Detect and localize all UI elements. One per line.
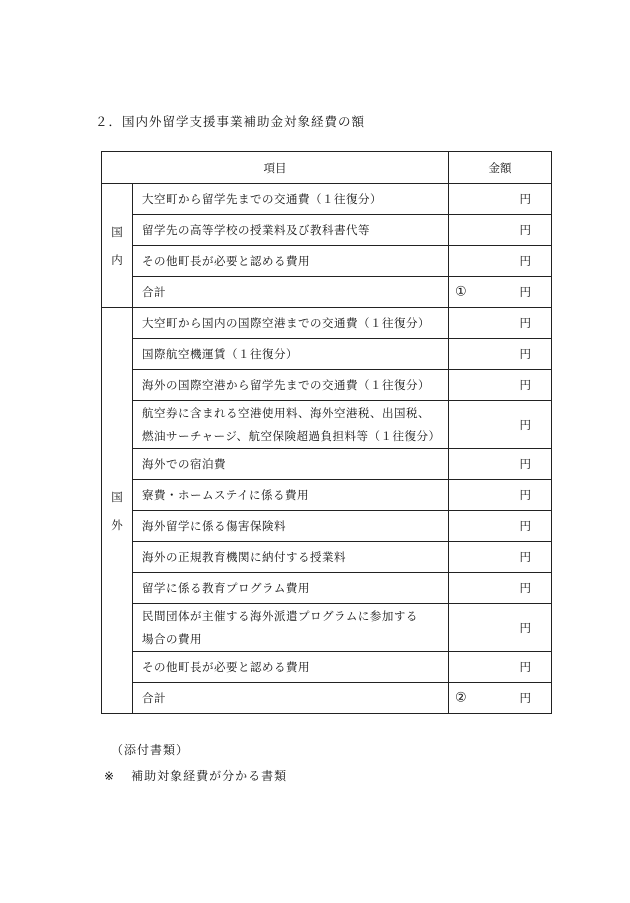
yen-unit: 円 [519, 316, 531, 330]
item-label [133, 401, 449, 449]
amount-cell [449, 480, 552, 511]
amount-cell [449, 573, 552, 604]
yen-unit: 円 [519, 192, 531, 206]
yen-unit: 円 [519, 417, 531, 432]
total-row-domestic [102, 277, 552, 308]
yen-unit: 円 [519, 223, 531, 237]
table-row [102, 652, 552, 683]
item-label: 留学に係る教育プログラム費用 [133, 573, 449, 604]
yen-unit: 円 [519, 660, 531, 674]
amount-cell [449, 542, 552, 573]
yen-unit: 円 [519, 550, 531, 564]
table-header-row [102, 152, 552, 184]
yen-unit: 円 [519, 457, 531, 471]
item-label: その他町長が必要と認める費用 [133, 246, 449, 277]
amount-cell [449, 339, 552, 370]
amount-cell [449, 370, 552, 401]
amount-cell [449, 652, 552, 683]
item-label: 大空町から留学先までの交通費（１往復分） [133, 184, 449, 215]
yen-unit: 円 [519, 254, 531, 268]
attachments-label: （添付書類） [111, 743, 190, 757]
item-label [133, 604, 449, 652]
header-item: 項目 [102, 152, 449, 184]
amount-cell [449, 604, 552, 652]
table-row [102, 215, 552, 246]
group-label-char: 内 [111, 252, 123, 267]
table-row [102, 339, 552, 370]
table-row [102, 511, 552, 542]
group-overseas [102, 308, 133, 714]
amount-cell [449, 401, 552, 449]
item-label: 国際航空機運賃（１往復分） [133, 339, 449, 370]
item-label: 大空町から国内の国際空港までの交通費（１往復分） [133, 308, 449, 339]
section-heading: ２．国内外留学支援事業補助金対象経費の額 [95, 114, 366, 129]
group-domestic [102, 184, 133, 308]
note-text: 補助対象経費が分かる書類 [131, 769, 288, 783]
item-label-line: 場合の費用 [142, 631, 202, 646]
yen-unit: 円 [519, 519, 531, 533]
item-label: 海外留学に係る傷害保険料 [133, 511, 449, 542]
item-label: 留学先の高等学校の授業料及び教科書代等 [133, 215, 449, 246]
amount-cell [449, 184, 552, 215]
total-label: 合計 [133, 683, 449, 714]
attachment-note [104, 767, 287, 784]
group-label-char: 国 [111, 489, 123, 504]
note-mark: ※ [104, 769, 116, 783]
table-row [102, 308, 552, 339]
table-row [102, 184, 552, 215]
item-label: 海外の国際空港から留学先までの交通費（１往復分） [133, 370, 449, 401]
amount-cell [449, 449, 552, 480]
item-label: 海外の正規教育機関に納付する授業料 [133, 542, 449, 573]
item-label-line: 燃油サーチャージ、航空保険超過負担料等（１往復分） [142, 428, 441, 443]
group-label-char: 外 [111, 517, 123, 532]
table-row [102, 370, 552, 401]
amount-cell [449, 246, 552, 277]
table-row [102, 449, 552, 480]
table-row [102, 573, 552, 604]
total-mark: ① [455, 284, 467, 300]
yen-unit: 円 [519, 347, 531, 361]
total-mark: ② [455, 690, 467, 706]
item-label-line: 民間団体が主催する海外派遣プログラムに参加する [142, 608, 418, 623]
table-row [102, 604, 552, 652]
amount-cell [449, 215, 552, 246]
table-row [102, 246, 552, 277]
amount-cell [449, 308, 552, 339]
total-row-overseas [102, 683, 552, 714]
yen-unit: 円 [519, 285, 531, 299]
yen-unit: 円 [519, 581, 531, 595]
yen-unit: 円 [519, 378, 531, 392]
yen-unit: 円 [519, 488, 531, 502]
yen-unit: 円 [519, 620, 531, 635]
amount-cell [449, 511, 552, 542]
amount-cell [449, 277, 552, 308]
table-row [102, 401, 552, 449]
group-label-char: 国 [111, 224, 123, 239]
item-label: 寮費・ホームステイに係る費用 [133, 480, 449, 511]
yen-unit: 円 [519, 691, 531, 705]
item-label: その他町長が必要と認める費用 [133, 652, 449, 683]
total-label: 合計 [133, 277, 449, 308]
table-row [102, 480, 552, 511]
expense-table [101, 151, 552, 714]
amount-cell [449, 683, 552, 714]
header-amount: 金額 [449, 152, 552, 184]
item-label-line: 航空券に含まれる空港使用料、海外空港税、出国税、 [142, 405, 430, 420]
item-label: 海外での宿泊費 [133, 449, 449, 480]
table-row [102, 542, 552, 573]
